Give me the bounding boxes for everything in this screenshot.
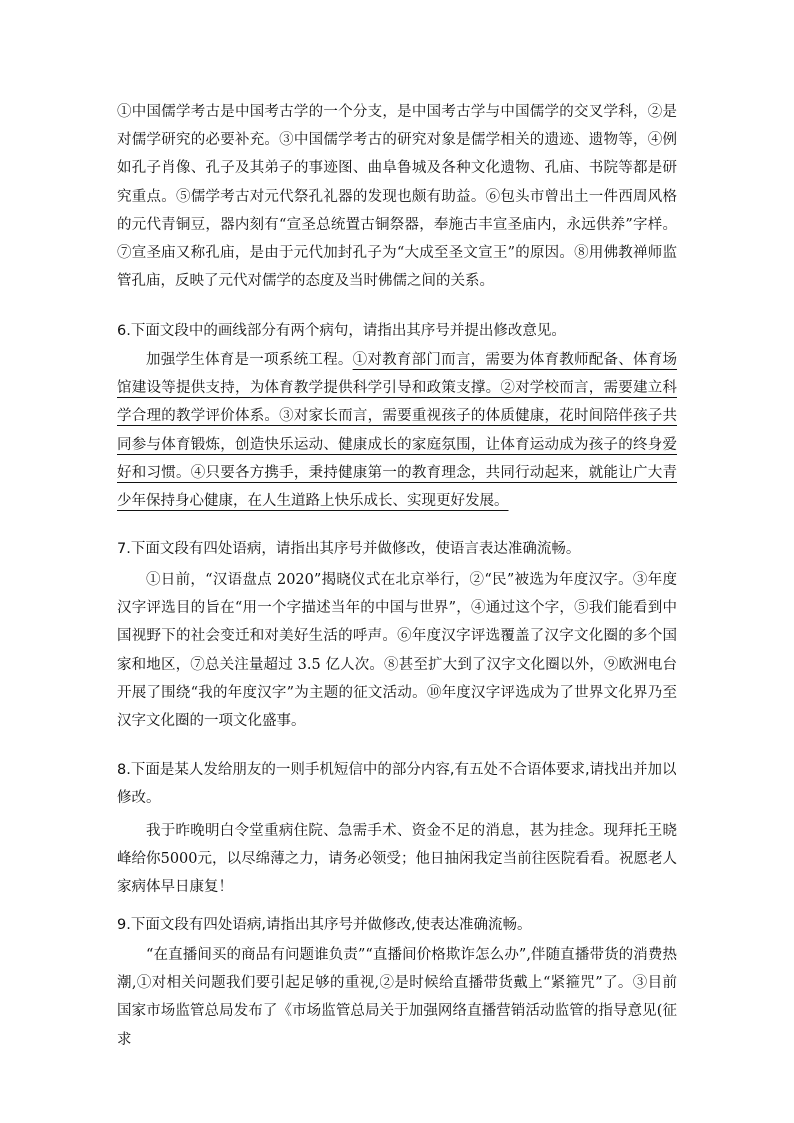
question-7-passage: ①日前，“汉语盘点 2020”揭晓仪式在北京举行，②“民”被选为年度汉字。③年度汉字评选目的旨在“用一个字描述当年的中国与世界”，④通过这个字，⑤我们能看到中国视野下的社会变迁和对美好生活的呼声。⑥年度汉字评选覆盖了汉字文化圈的多个国家和地区，⑦总关注量超过 3.5 亿人次。⑧甚至扩大到了汉字文化圈以外，⑨欧洲电台开展了围绕“我的年度汉字”为主题的征文活动。⑩年度汉字评选成为了世界文化界乃至汉字文化圈的一项文化盛事。 (117, 572, 677, 730)
question-8-title: 8.下面是某人发给朋友的一则手机短信中的部分内容,有五处不合语体要求,请找出并加以修改。 (117, 762, 677, 806)
passage-5-text: ①中国儒学考古是中国考古学的一个分支，是中国考古学与中国儒学的交叉学科，②是对儒学研究的必要补充。③中国儒学考古的研究对象是儒学相关的遗迹、遗物等，④例如孔子肖像、孔子及其弟子的事迹图、曲阜鲁城及各种文化遗物、孔庙、书院等都是研究重点。⑤儒学考古对元代祭孔礼器的发现也颇有助益。⑥包头市曾出土一件西周风格的元代青铜豆，器内刻有“宣圣总统置古铜祭器，奉施古丰宣圣庙内，永远供养”字样。⑦宣圣庙又称孔庙，是由于元代加封孔子为“大成至圣文宣王”的原因。⑧用佛教禅师监管孔庙，反映了元代对儒学的态度及当时佛儒之间的关系。 (117, 104, 677, 290)
question-9-passage: “在直播间买的商品有问题谁负责”“直播间价格欺诈怎么办”,伴随直播带货的消费热潮,①对相关问题我们要引起足够的重视,②是时候给直播带货戴上“紧箍咒”了。③目前国家市场监管总局发布了《市场监管总局关于加强网络直播营销活动监管的指导意见(征求 (117, 947, 677, 1048)
question-6-title: 6.下面文段中的画线部分有两个病句，请指出其序号并提出修改意见。 (117, 323, 566, 339)
question-8-passage: 我于昨晚明白令堂重病住院、急需手术、资金不足的消息，甚为挂念。现拜托王晓峰给你5000元，以尽绵薄之力，请务必领受；他日抽闲我定当前往医院看看。祝愿老人家病体早日康复！ (117, 823, 677, 896)
question-6-underlined-text: ①对教育部门而言，需要为体育教师配备、体育场馆建设等提供支持，为体育教学提供科学引导和政策支撑。②对学校而言，需要建立科学合理的教学评价体系。③对家长而言，需要重视孩子的体质健康，花时间陪伴孩子共同参与体育锻炼，创造快乐运动、健康成长的家庭氛围，让体育运动成为孩子的终身爱好和习惯。④只要各方携手，秉持健康第一的教育理念，共同行动起来，就能让广大青少年保持身心健康，在人生道路上快乐成长、实现更好发展。 (117, 352, 678, 510)
question-7-title: 7.下面文段有四处语病，请指出其序号并做修改，使语言表达准确流畅。 (117, 541, 581, 557)
question-6-lead: 加强学生体育是一项系统工程。 (146, 352, 353, 368)
question-6-passage (117, 346, 677, 515)
question-9-title: 9.下面文段有四处语病,请指出其序号并做修改,使表达准确流畅。 (117, 917, 532, 933)
